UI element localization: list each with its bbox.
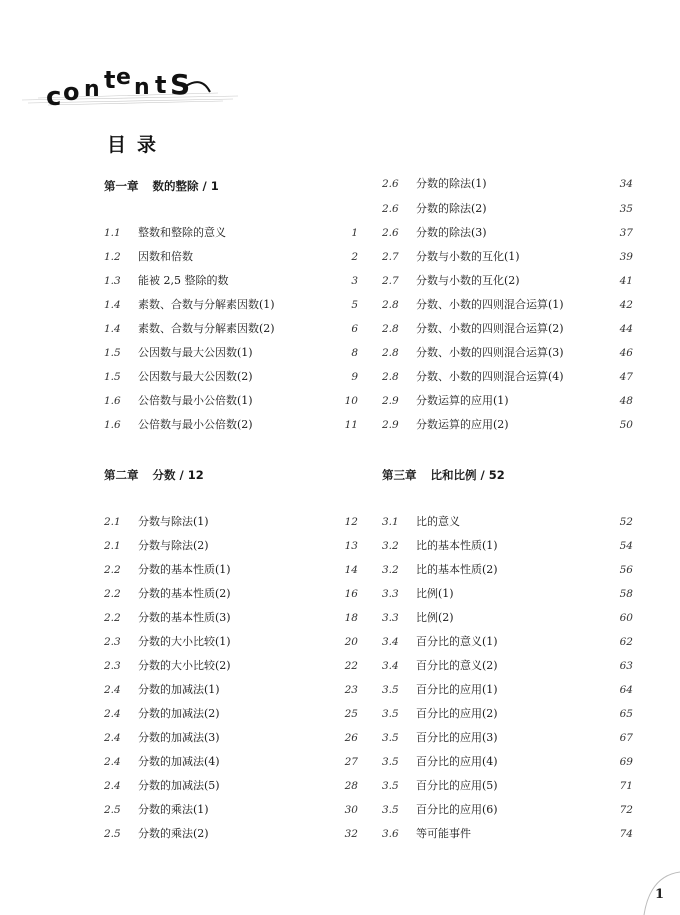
entry-page: 39: [619, 251, 633, 263]
page-number: 1: [655, 887, 665, 902]
toc-entry-2-4b[interactable]: [104, 704, 358, 724]
entry-page: 37: [619, 227, 633, 239]
entry-number: 3.6: [382, 828, 399, 840]
entry-page: 23: [344, 684, 358, 696]
entry-page: 26: [344, 732, 358, 744]
toc-entry-1-5b[interactable]: [104, 367, 358, 387]
chapter-3-number: 第三章: [382, 468, 417, 482]
entry-page: 44: [619, 323, 633, 335]
entry-number: 2.6: [382, 227, 399, 239]
toc-entry-2-3b[interactable]: [104, 656, 358, 676]
entry-title: 百分比的应用(3): [416, 731, 498, 744]
entry-number: 3.4: [382, 660, 399, 672]
entry-number: 1.4: [104, 323, 121, 335]
entry-number: 1.2: [104, 251, 121, 263]
logo-letter-t2: t: [155, 71, 167, 99]
entry-number: 2.8: [382, 299, 399, 311]
entry-number: 2.4: [104, 732, 121, 744]
entry-title: 分数的基本性质(2): [138, 587, 231, 600]
entry-number: 3.3: [382, 612, 399, 624]
entry-page: 22: [344, 660, 358, 672]
toc-entry-2-4c[interactable]: [104, 728, 358, 748]
entry-title: 百分比的应用(5): [416, 779, 498, 792]
toc-entry-3-5a[interactable]: [382, 680, 633, 700]
entry-title: 分数的乘法(1): [138, 803, 209, 816]
logo-letter-t1: t: [104, 66, 116, 94]
logo-letter-o: o: [63, 78, 80, 106]
entry-title: 比的基本性质(2): [416, 563, 498, 576]
toc-entry-3-2b[interactable]: [382, 560, 633, 580]
entry-title: 分数运算的应用(1): [416, 394, 509, 407]
toc-entry-2-6a[interactable]: [382, 174, 633, 194]
logo-letter-s: S: [170, 68, 191, 101]
entry-page: 20: [344, 636, 358, 648]
toc-entry-2-1b[interactable]: [104, 536, 358, 556]
toc-entry-2-4e[interactable]: [104, 776, 358, 796]
toc-entry-1-6b[interactable]: [104, 415, 358, 435]
page-title: 目录: [107, 134, 168, 156]
entry-number: 1.5: [104, 371, 121, 383]
entry-page: 2: [351, 251, 358, 263]
entry-number: 2.6: [382, 178, 399, 190]
entry-number: 1.6: [104, 419, 121, 431]
entry-title: 百分比的意义(2): [416, 659, 498, 672]
entry-page: 28: [344, 780, 358, 792]
entry-number: 1.6: [104, 395, 121, 407]
entry-number: 2.1: [104, 540, 121, 552]
entry-number: 3.1: [382, 516, 399, 528]
toc-entry-2-5a[interactable]: [104, 800, 358, 820]
toc-entry-3-3a[interactable]: [382, 584, 633, 604]
chapter-3-heading[interactable]: [382, 465, 633, 485]
toc-entry-2-6b[interactable]: [382, 199, 633, 219]
entry-title: 分数的乘法(2): [138, 827, 209, 840]
entry-title: 比例(2): [416, 611, 454, 624]
entry-number: 1.3: [104, 275, 121, 287]
entry-number: 2.3: [104, 660, 121, 672]
toc-entry-2-8d[interactable]: [382, 367, 633, 387]
entry-page: 46: [619, 347, 633, 359]
entry-page: 56: [619, 564, 633, 576]
entry-page: 64: [619, 684, 633, 696]
entry-number: 2.2: [104, 564, 121, 576]
entry-number: 2.3: [104, 636, 121, 648]
toc-entry-1-1[interactable]: [104, 223, 358, 243]
entry-title: 分数与除法(1): [138, 515, 209, 528]
entry-number: 3.5: [382, 732, 399, 744]
toc-entry-3-5e[interactable]: [382, 776, 633, 796]
toc-entry-3-3b[interactable]: [382, 608, 633, 628]
entry-number: 2.1: [104, 516, 121, 528]
toc-entry-1-2[interactable]: [104, 247, 358, 267]
entry-number: 2.8: [382, 371, 399, 383]
entry-page: 25: [344, 708, 358, 720]
entry-page: 32: [344, 828, 358, 840]
entry-title: 素数、合数与分解素因数(1): [138, 298, 275, 311]
entry-number: 3.5: [382, 708, 399, 720]
logo-letter-e: e: [116, 65, 131, 90]
entry-title: 分数的大小比较(1): [138, 635, 231, 648]
entry-title: 分数、小数的四则混合运算(4): [416, 370, 564, 383]
entry-title: 比例(1): [416, 587, 454, 600]
entry-title: 分数、小数的四则混合运算(3): [416, 346, 564, 359]
entry-title: 百分比的应用(1): [416, 683, 498, 696]
entry-page: 71: [619, 780, 633, 792]
toc-entry-2-4a[interactable]: [104, 680, 358, 700]
entry-page: 1: [351, 227, 358, 239]
entry-page: 18: [344, 612, 358, 624]
entry-page: 14: [344, 564, 358, 576]
entry-title: 分数的加减法(5): [138, 779, 220, 792]
entry-number: 2.4: [104, 708, 121, 720]
chapter-2-number: 第二章: [104, 468, 139, 482]
toc-entry-2-8c[interactable]: [382, 343, 633, 363]
entry-page: 69: [619, 756, 633, 768]
entry-title: 分数与除法(2): [138, 539, 209, 552]
toc-entry-2-7a[interactable]: [382, 247, 633, 267]
toc-entry-2-9a[interactable]: [382, 391, 633, 411]
logo-letter-n2: n: [134, 75, 150, 100]
toc-entry-3-5c[interactable]: [382, 728, 633, 748]
entry-title: 百分比的意义(1): [416, 635, 498, 648]
entry-page: 10: [344, 395, 358, 407]
toc-entry-2-9b[interactable]: [382, 415, 633, 435]
entry-title: 分数的加减法(1): [138, 683, 220, 696]
entry-page: 74: [619, 828, 633, 840]
entry-title: 能被 2,5 整除的数: [138, 274, 229, 287]
entry-page: 42: [619, 299, 633, 311]
toc-entry-2-2c[interactable]: [104, 608, 358, 628]
entry-page: 16: [344, 588, 358, 600]
entry-page: 34: [619, 178, 633, 190]
toc-entry-2-6c[interactable]: [382, 223, 633, 243]
entry-page: 72: [619, 804, 633, 816]
entry-title: 公倍数与最小公倍数(1): [138, 394, 253, 407]
chapter-1-title: 数的整除 / 1: [152, 179, 219, 193]
entry-number: 2.5: [104, 804, 121, 816]
toc-entry-2-8b[interactable]: [382, 319, 633, 339]
toc-entry-2-4d[interactable]: [104, 752, 358, 772]
entry-page: 58: [619, 588, 633, 600]
contents-logo: [18, 60, 248, 120]
entry-page: 67: [619, 732, 633, 744]
toc-entry-2-5b[interactable]: [104, 824, 358, 844]
entry-title: 分数的大小比较(2): [138, 659, 231, 672]
entry-title: 百分比的应用(6): [416, 803, 498, 816]
entry-number: 2.4: [104, 684, 121, 696]
entry-page: 54: [619, 540, 633, 552]
entry-title: 分数的基本性质(1): [138, 563, 231, 576]
entry-page: 63: [619, 660, 633, 672]
entry-number: 3.2: [382, 564, 399, 576]
toc-entry-1-3[interactable]: [104, 271, 358, 291]
entry-number: 1.5: [104, 347, 121, 359]
toc-entry-1-5a[interactable]: [104, 343, 358, 363]
entry-page: 47: [619, 371, 633, 383]
entry-number: 3.4: [382, 636, 399, 648]
entry-title: 等可能事件: [416, 827, 471, 840]
toc-entry-3-4a[interactable]: [382, 632, 633, 652]
toc-entry-2-8a[interactable]: [382, 295, 633, 315]
entry-title: 比的意义: [416, 515, 460, 528]
toc-entry-1-4a[interactable]: [104, 295, 358, 315]
entry-title: 分数与小数的互化(2): [416, 274, 520, 287]
toc-entry-3-1[interactable]: [382, 512, 633, 532]
contents-logo-art: [18, 60, 248, 120]
toc-entry-2-7b[interactable]: [382, 271, 633, 291]
toc-entry-3-5f[interactable]: [382, 800, 633, 820]
entry-title: 公倍数与最小公倍数(2): [138, 418, 253, 431]
entry-number: 2.4: [104, 756, 121, 768]
entry-title: 分数运算的应用(2): [416, 418, 509, 431]
entry-number: 2.8: [382, 323, 399, 335]
toc-entry-3-4b[interactable]: [382, 656, 633, 676]
entry-number: 2.7: [382, 275, 399, 287]
entry-page: 50: [619, 419, 633, 431]
entry-number: 3.2: [382, 540, 399, 552]
entry-title: 百分比的应用(2): [416, 707, 498, 720]
entry-title: 分数的除法(2): [416, 202, 487, 215]
entry-title: 素数、合数与分解素因数(2): [138, 322, 275, 335]
entry-title: 分数的基本性质(3): [138, 611, 231, 624]
entry-page: 12: [344, 516, 358, 528]
entry-title: 分数的加减法(4): [138, 755, 220, 768]
entry-number: 2.4: [104, 780, 121, 792]
entry-number: 1.4: [104, 299, 121, 311]
chapter-2-heading[interactable]: [104, 465, 358, 485]
entry-number: 2.7: [382, 251, 399, 263]
entry-page: 65: [619, 708, 633, 720]
entry-title: 分数、小数的四则混合运算(1): [416, 298, 564, 311]
entry-page: 11: [344, 419, 358, 431]
toc-entry-3-2a[interactable]: [382, 536, 633, 556]
entry-page: 30: [344, 804, 358, 816]
entry-title: 因数和倍数: [138, 250, 193, 263]
toc-entry-1-6a[interactable]: [104, 391, 358, 411]
toc-entry-2-1a[interactable]: [104, 512, 358, 532]
toc-entry-2-2a[interactable]: [104, 560, 358, 580]
entry-title: 分数的加减法(3): [138, 731, 220, 744]
toc-entry-3-5d[interactable]: [382, 752, 633, 772]
entry-title: 分数的除法(3): [416, 226, 487, 239]
toc-entry-1-4b[interactable]: [104, 319, 358, 339]
entry-number: 3.5: [382, 684, 399, 696]
toc-entry-3-5b[interactable]: [382, 704, 633, 724]
entry-number: 2.9: [382, 395, 399, 407]
entry-title: 整数和整除的意义: [138, 226, 226, 239]
entry-number: 2.9: [382, 419, 399, 431]
entry-title: 公因数与最大公因数(2): [138, 370, 253, 383]
chapter-1-heading[interactable]: [104, 176, 358, 196]
chapter-2-title: 分数 / 12: [152, 468, 204, 482]
entry-page: 5: [351, 299, 358, 311]
entry-page: 27: [344, 756, 358, 768]
chapter-1-number: 第一章: [104, 179, 139, 193]
entry-number: 3.5: [382, 804, 399, 816]
entry-page: 52: [619, 516, 633, 528]
entry-number: 1.1: [104, 227, 121, 239]
entry-number: 3.5: [382, 780, 399, 792]
entry-title: 百分比的应用(4): [416, 755, 498, 768]
entry-page: 62: [619, 636, 633, 648]
entry-title: 分数的除法(1): [416, 177, 487, 190]
entry-number: 2.6: [382, 203, 399, 215]
entry-title: 公因数与最大公因数(1): [138, 346, 253, 359]
entry-number: 3.5: [382, 756, 399, 768]
entry-page: 48: [619, 395, 633, 407]
entry-title: 分数的加减法(2): [138, 707, 220, 720]
entry-page: 3: [351, 275, 358, 287]
entry-number: 2.5: [104, 828, 121, 840]
entry-number: 2.2: [104, 612, 121, 624]
entry-title: 分数、小数的四则混合运算(2): [416, 322, 564, 335]
entry-number: 2.2: [104, 588, 121, 600]
entry-title: 比的基本性质(1): [416, 539, 498, 552]
entry-number: 2.8: [382, 347, 399, 359]
chapter-3-title: 比和比例 / 52: [430, 468, 505, 482]
toc-entry-3-6[interactable]: [382, 824, 633, 844]
entry-page: 6: [351, 323, 358, 335]
toc-entry-2-3a[interactable]: [104, 632, 358, 652]
entry-page: 41: [619, 275, 633, 287]
entry-page: 13: [344, 540, 358, 552]
entry-page: 8: [351, 347, 358, 359]
toc-entry-2-2b[interactable]: [104, 584, 358, 604]
entry-page: 35: [619, 203, 633, 215]
entry-page: 60: [619, 612, 633, 624]
logo-letter-c: c: [46, 82, 62, 112]
entry-number: 3.3: [382, 588, 399, 600]
entry-page: 9: [351, 371, 358, 383]
logo-letter-n1: n: [84, 77, 100, 102]
entry-title: 分数与小数的互化(1): [416, 250, 520, 263]
